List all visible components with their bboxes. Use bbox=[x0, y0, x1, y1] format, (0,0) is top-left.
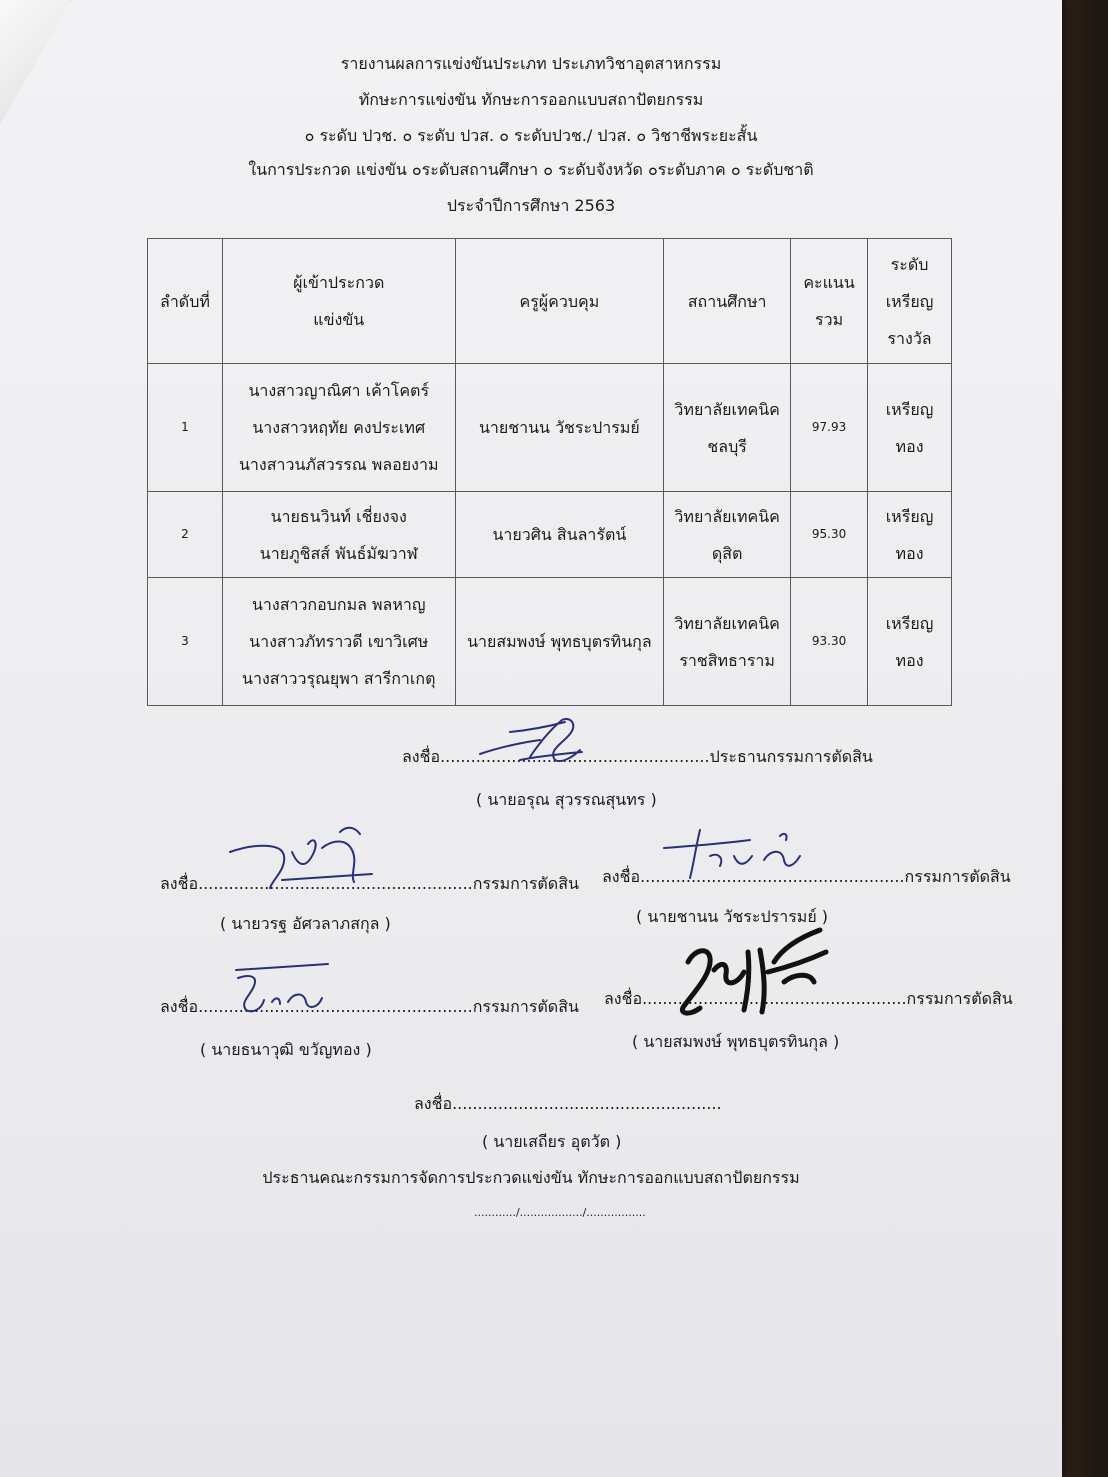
row-contestants bbox=[222, 492, 455, 578]
medal-line-1: เหรียญ bbox=[885, 613, 934, 633]
contestant-name: นางสาววรุณยุพา สารีกาเกตุ bbox=[242, 669, 436, 688]
header-score-line-1: คะแนน bbox=[803, 273, 855, 292]
judge-3-name: ( นายธนาวุฒิ ขวัญทอง ) bbox=[200, 1040, 372, 1059]
contestant-name: นางสาวญาณิศา เค้าโคตร์ bbox=[248, 381, 430, 400]
header-rank: ลำดับที่ bbox=[148, 239, 223, 364]
table-row bbox=[148, 492, 952, 578]
report-competition-scope: ในการประกวด แข่งขัน ๐ระดับสถานศึกษา ๐ ระดับจังหวัด ๐ระดับภาค ๐ ระดับชาติ bbox=[248, 160, 814, 179]
judge-1-name: ( นายวรฐ อัศวลาภสกุล ) bbox=[220, 914, 391, 933]
judge-2-handwritten-signature bbox=[660, 826, 810, 881]
contestant-name: นางสาวนภัสวรรณ พลอยงาม bbox=[238, 455, 439, 474]
header-score-line-2: รวม bbox=[814, 310, 844, 329]
row-teacher: นายวศิน สินลารัตน์ bbox=[455, 492, 664, 578]
contestant-name: นายภูชิสส์ พันธ์มัฆวาฬ bbox=[259, 543, 418, 563]
table-row bbox=[148, 578, 952, 706]
table-row bbox=[148, 364, 952, 492]
medal-line-2: ทอง bbox=[895, 650, 924, 670]
row-rank: 1 bbox=[148, 364, 223, 492]
header-contestants bbox=[222, 239, 455, 364]
chair-signature-line: ลงชื่อ.....................................................ประธานกรรมการตัดสิน bbox=[402, 747, 873, 766]
row-school bbox=[664, 578, 791, 706]
row-contestants bbox=[222, 578, 455, 706]
organizer-title: ประธานคณะกรรมการจัดการประกวดแข่งขัน ทักษะการออกแบบสถาปัตยกรรม bbox=[262, 1168, 800, 1187]
report-title-line-2: ทักษะการแข่งขัน ทักษะการออกแบบสถาปัตยกรรม bbox=[358, 90, 704, 109]
contestant-name: นางสาวหฤทัย คงประเทศ bbox=[252, 418, 426, 437]
row-score: 95.30 bbox=[791, 492, 868, 578]
organizer-signature-line: ลงชื่อ..................................................... bbox=[414, 1094, 722, 1113]
row-contestants bbox=[222, 364, 455, 492]
header-score bbox=[791, 239, 868, 364]
row-score: 97.93 bbox=[791, 364, 868, 492]
row-medal bbox=[868, 578, 952, 706]
school-line-2: ราชสิทธาราม bbox=[679, 650, 775, 670]
row-school bbox=[664, 492, 791, 578]
judge-1-handwritten-signature bbox=[222, 822, 382, 892]
table-header-row bbox=[148, 239, 952, 364]
school-line-2: ชลบุรี bbox=[707, 436, 747, 456]
row-medal bbox=[868, 492, 952, 578]
row-teacher: นายชานน วัชระปารมย์ bbox=[455, 364, 664, 492]
chair-name: ( นายอรุณ สุวรรณสุนทร ) bbox=[476, 790, 657, 809]
contestant-name: นางสาวภัทราวดี เขาวิเศษ bbox=[249, 632, 429, 651]
header-medal-line-2: เหรียญ bbox=[885, 291, 934, 311]
header-school: สถานศึกษา bbox=[664, 239, 791, 364]
date-line: ............/................../................. bbox=[474, 1206, 646, 1219]
judge-1-signature-line: ลงชื่อ......................................................กรรมการตัดสิน bbox=[160, 874, 579, 893]
report-level-options: ๐ ระดับ ปวช. ๐ ระดับ ปวส. ๐ ระดับปวช./ ปวส. ๐ วิชาชีพระยะสั้น bbox=[304, 126, 758, 145]
organizer-name: ( นายเสถียร อุตวัต ) bbox=[482, 1132, 622, 1151]
header-medal bbox=[868, 239, 952, 364]
medal-line-2: ทอง bbox=[895, 543, 924, 563]
row-rank: 2 bbox=[148, 492, 223, 578]
results-table bbox=[147, 238, 952, 706]
report-academic-year: ประจำปีการศึกษา 2563 bbox=[446, 196, 616, 215]
judge-3-signature-line: ลงชื่อ......................................................กรรมการตัดสิน bbox=[160, 997, 579, 1016]
judge-4-signature-line: ลงชื่อ....................................................กรรมการตัดสิน bbox=[604, 989, 1013, 1008]
judge-4-handwritten-signature bbox=[664, 922, 844, 1022]
header-teacher: ครูผู้ควบคุม bbox=[455, 239, 664, 364]
judge-2-signature-line: ลงชื่อ....................................................กรรมการตัดสิน bbox=[602, 867, 1011, 886]
school-line-1: วิทยาลัยเทคนิค bbox=[674, 506, 780, 526]
contestant-name: นายธนวินท์ เชี่ยงจง bbox=[270, 506, 407, 526]
row-school bbox=[664, 364, 791, 492]
medal-line-1: เหรียญ bbox=[885, 506, 934, 526]
school-line-1: วิทยาลัยเทคนิค bbox=[674, 613, 780, 633]
medal-line-2: ทอง bbox=[895, 436, 924, 456]
medal-line-1: เหรียญ bbox=[885, 399, 934, 419]
judge-3-handwritten-signature bbox=[228, 962, 338, 1017]
header-medal-line-3: รางวัล bbox=[887, 328, 932, 348]
row-teacher: นายสมพงษ์ พุทธบุตรทินกุล bbox=[455, 578, 664, 706]
header-contestants-line-1: ผู้เข้าประกวด bbox=[293, 273, 385, 292]
header-contestants-line-2: แข่งขัน bbox=[313, 310, 365, 329]
judge-2-name: ( นายชานน วัชระปรารมย์ ) bbox=[636, 907, 829, 926]
judge-4-name: ( นายสมพงษ์ พุทธบุตรทินกุล ) bbox=[632, 1032, 840, 1051]
school-line-1: วิทยาลัยเทคนิค bbox=[674, 399, 780, 419]
row-rank: 3 bbox=[148, 578, 223, 706]
row-medal bbox=[868, 364, 952, 492]
row-score: 93.30 bbox=[791, 578, 868, 706]
report-title-line-1: รายงานผลการแข่งขันประเภท ประเภทวิชาอุตสาหกรรม bbox=[340, 54, 722, 73]
contestant-name: นางสาวกอบกมล พลหาญ bbox=[251, 595, 426, 614]
chair-handwritten-signature bbox=[470, 712, 590, 772]
header-medal-line-1: ระดับ bbox=[890, 254, 929, 274]
school-line-2: ดุสิต bbox=[711, 543, 743, 563]
